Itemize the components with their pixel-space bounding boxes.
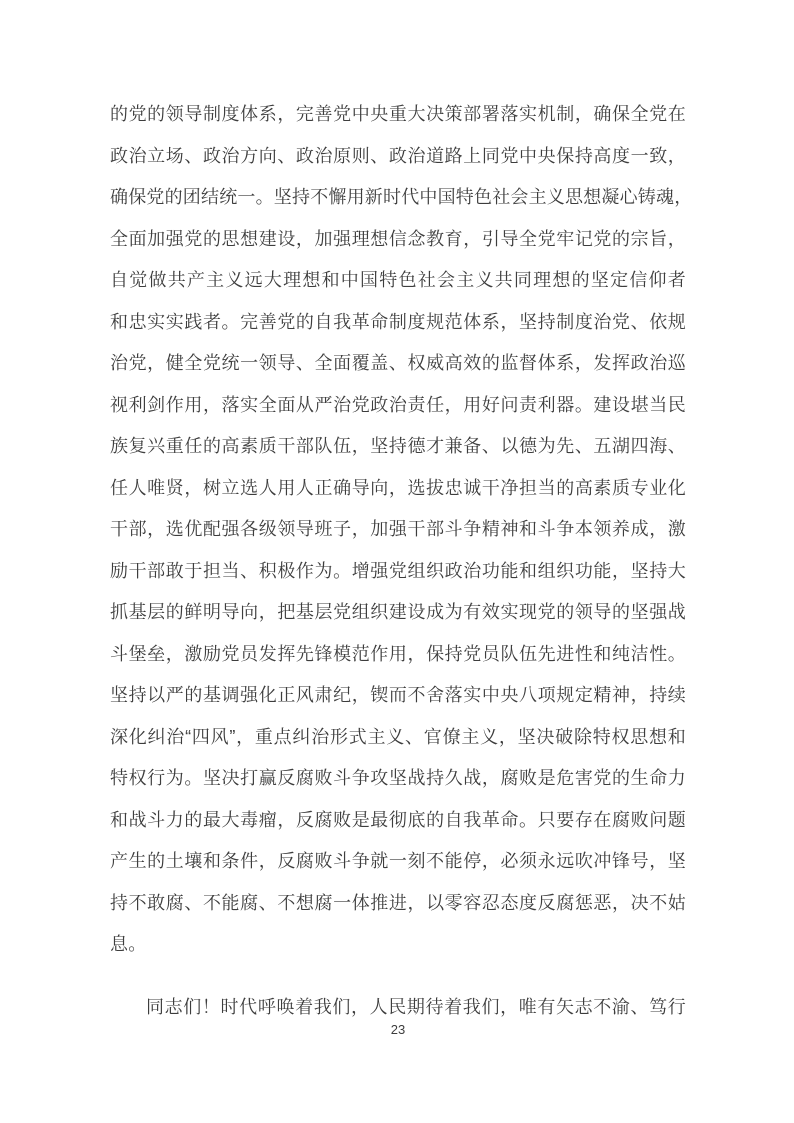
body-text-line: 特权行为。坚决打赢反腐败斗争攻坚战持久战，腐败是危害党的生命力 bbox=[110, 768, 686, 788]
body-text-line: 干部，选优配强各级领导班子，加强干部斗争精神和斗争本领养成，激 bbox=[110, 519, 686, 539]
body-text-line: 同志们！时代呼唤着我们，人民期待着我们，唯有矢志不渝、笃行 bbox=[146, 996, 686, 1017]
body-text-line: 深化纠治“四风”，重点纠治形式主义、官僚主义，坚决破除特权思想和 bbox=[110, 726, 686, 747]
body-text-line: 息。 bbox=[110, 934, 147, 954]
body-text-line: 族复兴重任的高素质干部队伍，坚持德才兼备、以德为先、五湖四海、 bbox=[110, 436, 686, 456]
body-text-line: 坚持以严的基调强化正风肃纪，锲而不舍落实中央八项规定精神，持续 bbox=[110, 685, 686, 705]
body-text-block bbox=[110, 94, 693, 1028]
body-text-line: 视利剑作用，落实全面从严治党政治责任，用好问责利器。建设堪当民 bbox=[110, 394, 686, 415]
body-text-line: 和忠实实践者。完善党的自我革命制度规范体系，坚持制度治党、依规 bbox=[110, 311, 686, 332]
body-text-line: 的党的领导制度体系，完善党中央重大决策部署落实机制，确保全党在 bbox=[110, 104, 686, 124]
page-number: 23 bbox=[390, 1022, 406, 1037]
body-text-line: 斗堡垒，激励党员发挥先锋模范作用，保持党员队伍先进性和纯洁性。 bbox=[110, 643, 686, 664]
paragraph-1 bbox=[110, 94, 693, 966]
body-text-line: 任人唯贤，树立选人用人正确导向，选拔忠诚干净担当的高素质专业化 bbox=[110, 477, 686, 498]
body-text-line: 抓基层的鲜明导向，把基层党组织建设成为有效实现党的领导的坚强战 bbox=[110, 602, 686, 622]
body-text-line: 励干部敢于担当、积极作为。增强党组织政治功能和组织功能，坚持大 bbox=[110, 560, 686, 581]
body-text-line: 和战斗力的最大毒瘤，反腐败是最彻底的自我革命。只要存在腐败问题 bbox=[110, 809, 686, 830]
body-text-line: 产生的土壤和条件，反腐败斗争就一刻不能停，必须永远吹冲锋号，坚 bbox=[110, 851, 686, 871]
body-text-line: 自觉做共产主义远大理想和中国特色社会主义共同理想的坚定信仰者 bbox=[110, 270, 686, 290]
body-text-line: 政治立场、政治方向、政治原则、政治道路上同党中央保持高度一致， bbox=[110, 145, 686, 166]
body-text-line: 全面加强党的思想建设，加强理想信念教育，引导全党牢记党的宗旨， bbox=[110, 228, 686, 249]
body-text-line: 持不敢腐、不能腐、不想腐一体推进，以零容忍态度反腐惩恶，决不姑 bbox=[110, 892, 686, 913]
body-text-line: 确保党的团结统一。坚持不懈用新时代中国特色社会主义思想凝心铸魂， bbox=[110, 187, 693, 207]
body-text-line: 治党，健全党统一领导、全面覆盖、权威高效的监督体系，发挥政治巡 bbox=[110, 353, 686, 373]
